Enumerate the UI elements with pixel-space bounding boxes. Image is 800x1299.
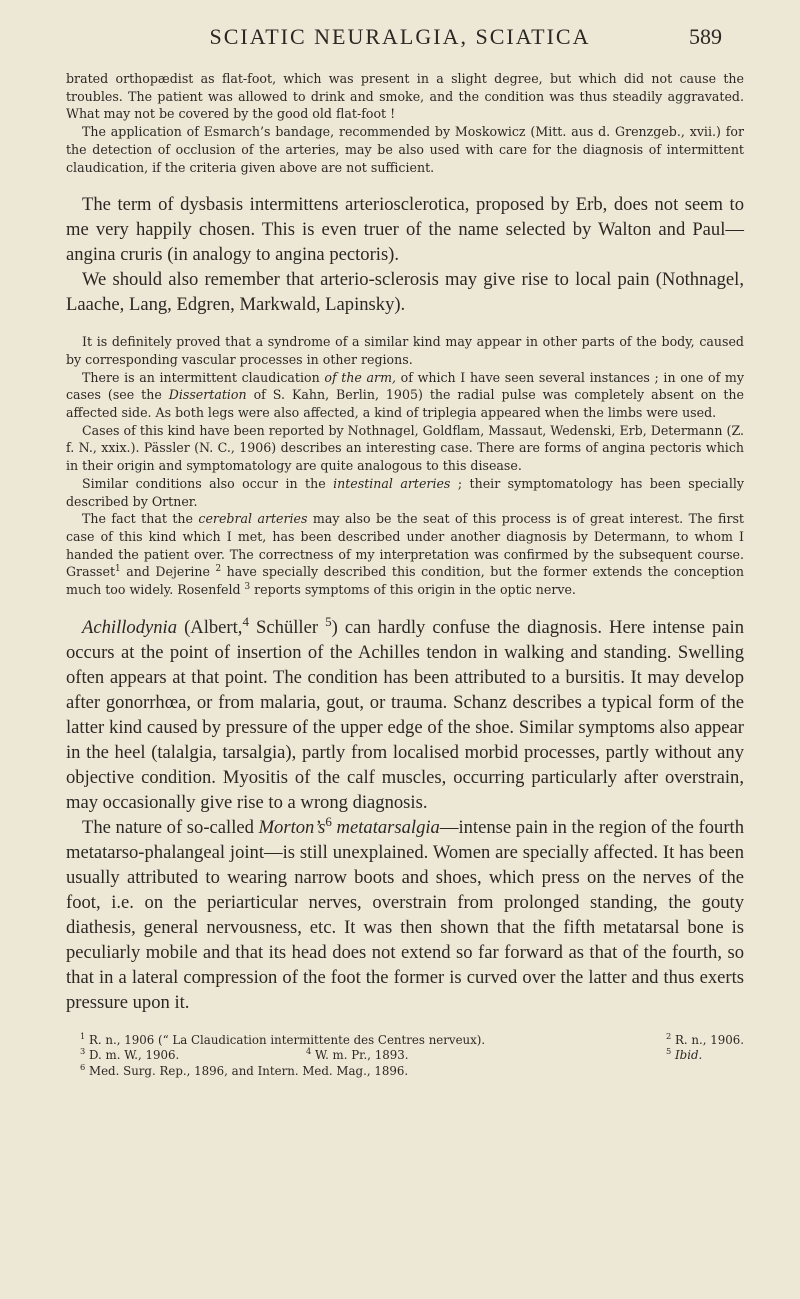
text-run: ; their symptomatology has been specially described by Ortner. (66, 475, 744, 509)
footnote-text: R. n., 1906. (675, 1032, 745, 1047)
text-run: of S. Kahn, Berlin, 1905) the radial pulse was completely absent on the affected side. As both legs were also affected, a kind of triplegia appeared when the limbs were used. (66, 387, 744, 421)
italic-run: Dissertation (168, 387, 247, 403)
paragraph-metatarsalgia (66, 815, 744, 1015)
footnote-mark: 5 (666, 1046, 672, 1057)
text-run: Schüller (248, 616, 326, 638)
text-run: and Dejerine (120, 564, 216, 580)
footnote-mark: 2 (666, 1030, 672, 1041)
footnote-row (66, 1030, 745, 1049)
running-title: SCIATIC NEURALGIA, SCIATICA (209, 24, 591, 49)
footnote-3 (80, 1048, 179, 1064)
text-run: Similar conditions also occur in the (82, 475, 334, 491)
footnote-ref[interactable]: 2 (215, 564, 222, 575)
italic-run: intestinal arteries (333, 475, 451, 491)
footnote-text: R. n., 1906 (“ La Claudication intermittente des Centres nerveux). (89, 1032, 486, 1047)
text-run: The fact that the (82, 511, 199, 527)
paragraph-arm-claudication (66, 369, 744, 422)
footnote-text: D. m. W., 1906. (89, 1048, 180, 1063)
paragraph-local-pain: We should also remember that arterio-sclerosis may give rise to local pain (Nothnagel, Laache, Lang, Edgren, Markwald, Lapinsky). (66, 269, 744, 316)
text-run: of which I have seen several instances ; in one of my cases (see the (66, 369, 744, 403)
paragraph-cerebral-arteries (66, 510, 744, 599)
footnote-1 (80, 1030, 486, 1049)
text-run: —intense pain in the region of the fourth metatarso-phalangeal joint—is still unexplained. Women are specially affected. It has been usually attributed to wearing narrow boots and shoes, which press on the nerves of the foot, i.e. on the periarticular nerves, overstrain from prolonged standing, the gouty diathesis, general nervousness, etc. It was then shown that the fifth metatarsal bone is peculiarly mobile and that its head does not extend so far forward as that of the fourth, so that in a lateral compression of the foot the former is curved over the latter and thus exerts pressure upon it. (66, 816, 744, 1013)
footnotes (66, 1030, 745, 1080)
paragraph-esmarch-bandage: The application of Esmarch’s bandage, recommended by Moskowicz (Mitt. aus d. Grenzgeb., xvii.) for the detection of occlusion of the arteries, may be also used with care for the diagnosis of intermittent claudication, if the criteria given above are not sufficient. (66, 124, 744, 175)
text-run: have specially described this condition, but the former extends the conception much too widely. Rosenfeld (66, 564, 744, 598)
footnote-ref[interactable]: 1 (115, 564, 121, 575)
paragraph-reported-cases: Cases of this kind have been reported by Nothnagel, Goldflam, Massaut, Wedenski, Erb, Determann (Z. f. N., xxix.). Pässler (N. C., 1906) describes an interesting case. There are forms of angina pectoris which in their origin and symptomatology are quite analogous to this disease. (66, 422, 744, 474)
text-run: The nature of so-called (82, 816, 259, 838)
page-body (66, 70, 744, 1079)
italic-run: metatarsalgia (336, 816, 440, 838)
running-header (0, 20, 800, 60)
footnote-5 (666, 1048, 702, 1064)
footnote-mark: 3 (80, 1046, 86, 1057)
footnote-row (66, 1048, 744, 1064)
text-run: There is an intermittent claudication (82, 369, 325, 385)
footnote-ref[interactable]: 3 (244, 581, 251, 592)
footnote-ref[interactable]: 5 (325, 613, 332, 629)
footnote-mark: 4 (306, 1046, 312, 1057)
italic-run: Morton’s (258, 816, 326, 838)
paragraph-flat-foot: brated orthopædist as flat-foot, which was present in a slight degree, but which did not cause the troubles. The patient was allowed to drink and smoke, and the condition was thus steadily aggravated. What may not be covered by the good old flat-foot ! (66, 71, 744, 122)
paragraph-dysbasis-term: The term of dysbasis intermittens arteriosclerotica, proposed by Erb, does not seem to me very happily chosen. This is even truer of the name selected by Walton and Paul—angina cruris (in analogy to angina pectoris). (66, 194, 744, 266)
footnote-ref[interactable]: 6 (325, 813, 332, 829)
footnote-4 (306, 1048, 409, 1064)
footnote-ref[interactable]: 4 (242, 613, 249, 629)
italic-run: cerebral arteries (198, 511, 308, 527)
text-run: ) can hardly confuse the diagnosis. Here intense pain occurs at the point of insertion of the Achilles tendon in walking and standing. Swelling often appears at that point. The condition has been attributed to a bursitis. It may develop after gonorrhœa, or from malaria, gout, or trauma. Schanz describes a typical form of the latter kind caused by pressure of the upper edge of the shoe. Similar symptoms also appear in the heel (talalgia, tarsalgia), partly from localised morbid processes, partly without any objective condition. Myositis of the calf muscles, occurring particularly after overstrain, may occasionally give rise to a wrong diagnosis. (66, 616, 745, 813)
paragraph-similar-syndrome: It is definitely proved that a syndrome of a similar kind may appear in other parts of the body, caused by corresponding vascular processes in other regions. (66, 334, 744, 367)
text-run: may also be the seat of this process is of great interest. The first case of this kind which I met, has been described under another diagnosis by Determann, to whom I handed the patient over. The correctness of my interpretation was confirmed by the subsequent course. Grasset (66, 511, 744, 580)
text-run: (Albert, (177, 616, 243, 638)
text-run: reports symptoms of this origin in the optic nerve. (250, 582, 576, 598)
footnote-2 (666, 1030, 745, 1049)
footnote-row (66, 1061, 744, 1080)
italic-run: of the arm, (324, 369, 397, 385)
italic-run: Achillodynia (82, 616, 178, 638)
footnote-6 (80, 1061, 409, 1080)
paragraph-achillodynia (66, 615, 744, 815)
footnote-mark: 1 (80, 1030, 86, 1041)
paragraph-intestinal-arteries (66, 475, 744, 510)
footnote-text: Ibid. (675, 1048, 703, 1063)
footnote-text: Med. Surg. Rep., 1896, and Intern. Med. Mag., 1896. (89, 1063, 409, 1078)
page-number: 589 (689, 24, 722, 49)
footnote-text: W. m. Pr., 1893. (315, 1048, 409, 1063)
footnote-mark: 6 (80, 1061, 86, 1072)
